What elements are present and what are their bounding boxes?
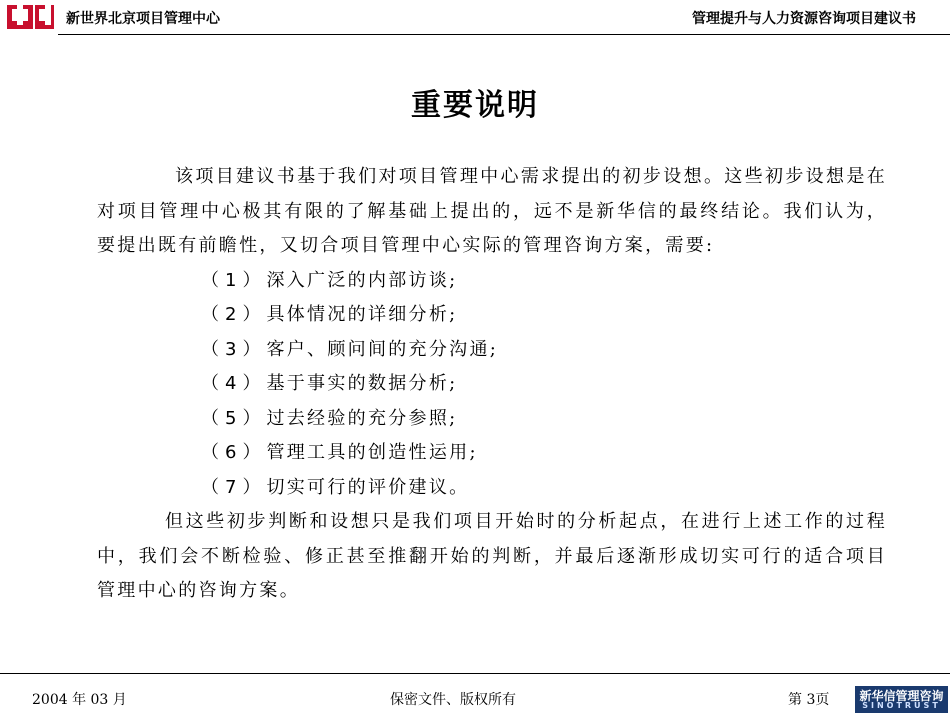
footer-date: 2004 年 03 月 [32,692,127,708]
list-item-number: （2） [201,304,267,325]
list-item-number: （4） [201,373,267,394]
list-item-number: （5） [201,407,267,429]
header-doc-title: 管理提升与人力资源咨询项目建议书 [692,11,916,27]
list-item-text: 管理工具的创造性运用; [266,442,478,463]
list-item [201,333,887,368]
header-org-name: 新世界北京项目管理中心 [66,11,220,27]
list-item [201,471,887,506]
sinotrust-logo-badge [855,686,948,713]
closing-paragraph: 但这些初步判断和设想只是我们项目开始时的分析起点，在进行上述工作的过程中，我们会不断检验、修正甚至推翻开始的判断，并最后逐渐形成切实可行的适合项目管理中心的咨询方案。 [97,511,887,601]
list-item-number: （6） [201,442,267,463]
footer-confidential: 保密文件、版权所有 [390,692,516,708]
badge-chinese-name: 新华信管理咨询 [859,689,944,703]
footer-page-number: 第 3页 [788,692,830,708]
list-item-text: 具体情况的详细分析; [266,304,458,325]
header-divider [58,34,950,35]
list-item-number: （1） [201,269,267,291]
requirements-list [97,264,887,506]
list-item [201,367,887,402]
footer-divider [0,673,950,674]
list-item [201,298,887,333]
list-item-text: 客户、顾问间的充分沟通; [266,338,499,360]
intro-paragraph: 该项目建议书基于我们对项目管理中心需求提出的初步设想。这些初步设想是在对项目管理中心极其有限的了解基础上提出的，远不是新华信的最终结论。我们认为，要提出既有前瞻性，又切合项目管理中心实际的管理咨询方案，需要: [97,166,887,256]
page-title: 重要说明 [411,88,539,123]
list-item [201,264,887,299]
list-item-number: （7） [201,476,267,498]
list-item [201,436,887,471]
list-item-text: 切实可行的评价建议。 [266,476,470,498]
badge-english-name: SINOTRUST [862,701,941,710]
list-item-text: 深入广泛的内部访谈; [266,269,458,291]
document-body [97,160,887,609]
list-item [201,402,887,437]
list-item-text: 过去经验的充分参照; [266,407,458,429]
list-item-number: （3） [201,338,267,360]
page-header [0,0,950,36]
list-item-text: 基于事实的数据分析; [266,373,458,394]
company-logo-icon [4,1,56,33]
